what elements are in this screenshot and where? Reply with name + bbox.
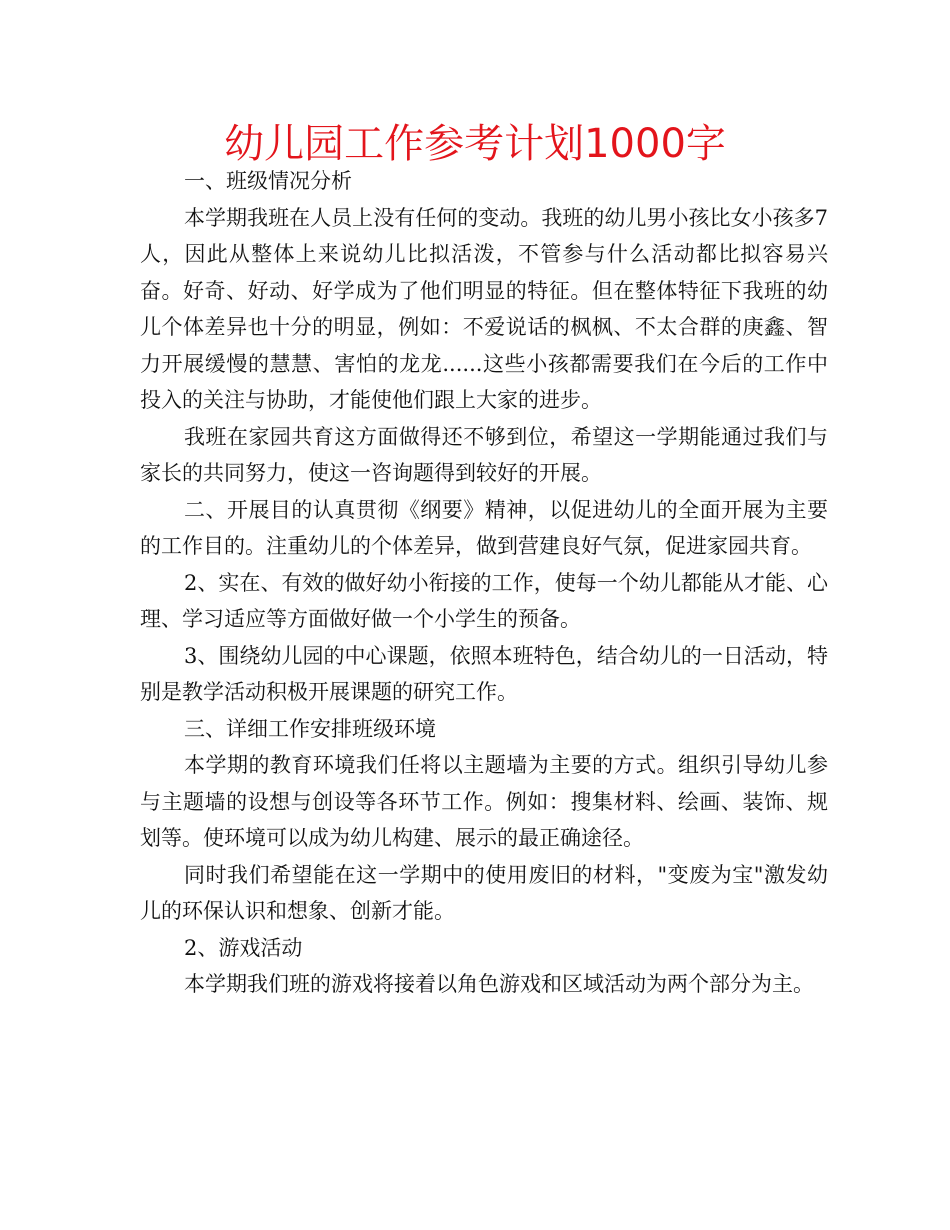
paragraph-home-school: 我班在家园共育这方面做得还不够到位，希望这一学期能通过我们与家长的共同努力，使这一咨询题得到较好的开展。	[140, 424, 828, 485]
paragraph-goal-2: 2、实在、有效的做好幼小衔接的工作，使每一个幼儿都能从才能、心理、学习适应等方面做好做一个小学生的预备。	[140, 570, 828, 631]
section-heading-work-plan: 三、详细工作安排班级环境	[184, 716, 436, 741]
paragraph-goals: 二、开展目的认真贯彻《纲要》精神，以促进幼儿的全面开展为主要的工作目的。注重幼儿的个体差异，做到营建良好气氛，促进家园共育。	[140, 497, 828, 558]
paragraph-class-overview: 本学期我班在人员上没有任何的变动。我班的幼儿男小孩比女小孩多7人，因此从整体上来说幼儿比拟活泼，不管参与什么活动都比拟容易兴奋。好奇、好动、好学成为了他们明显的特征。但在整体特征下我班的幼儿个体差异也十分的明显，例如：不爱说话的枫枫、不太合群的庚鑫、智力开展缓慢的慧慧、害怕的龙龙......这些小孩都需要我们在今后的工作中投入的关注与协助，才能使他们跟上大家的进步。	[140, 205, 828, 412]
paragraph-recycling: 同时我们希望能在这一学期中的使用废旧的材料，"变废为宝"激发幼儿的环保认识和想象、创新才能。	[140, 862, 828, 923]
section-heading-games: 2、游戏活动	[184, 935, 303, 960]
paragraph-games: 本学期我们班的游戏将接着以角色游戏和区域活动为两个部分为主。	[184, 972, 814, 996]
document-title: 幼儿园工作参考计划1000字	[224, 121, 726, 167]
paragraph-goal-3: 3、围绕幼儿园的中心课题，依照本班特色，结合幼儿的一日活动，特别是教学活动积极开展课题的研究工作。	[140, 643, 828, 704]
section-heading-class-analysis: 一、班级情况分析	[184, 169, 352, 193]
paragraph-environment: 本学期的教育环境我们任将以主题墙为主要的方式。组织引导幼儿参与主题墙的设想与创设等各环节工作。例如：搜集材料、绘画、装饰、规划等。使环境可以成为幼儿构建、展示的最正确途径。	[140, 753, 828, 850]
document-body	[140, 163, 828, 1003]
